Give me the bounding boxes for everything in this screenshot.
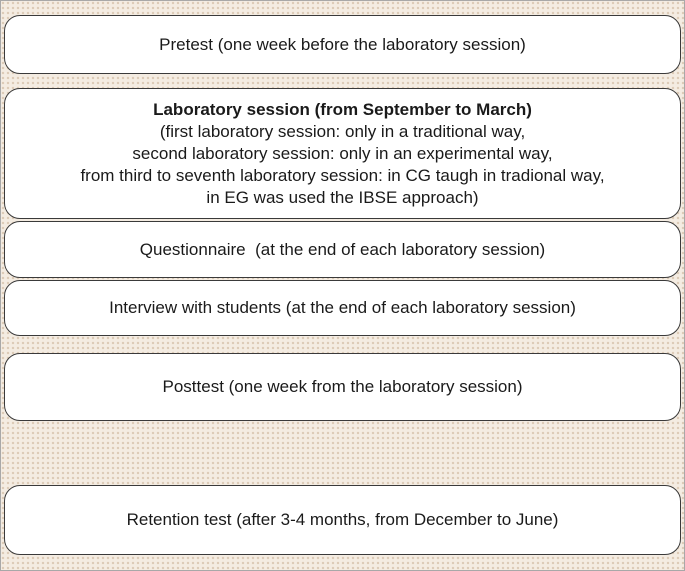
pretest-label: Pretest (one week before the laboratory session) [159,34,526,54]
laboratory-session-box [4,88,681,219]
laboratory-session-line-1: (first laboratory session: only in a traditional way, [159,121,526,141]
retention-test-label: Retention test (after 3-4 months, from December to June) [126,510,559,529]
interview-box [4,280,681,336]
pretest-box [4,15,681,74]
questionnaire-box [4,221,681,278]
laboratory-session-title: Laboratory session (from September to March) [153,99,532,119]
questionnaire-label: Questionnaire (at the end of each laboratory session) [139,239,546,259]
laboratory-session-line-3: from third to seventh laboratory session: in CG taugh in tradional way, [80,165,605,185]
laboratory-session-line-2: second laboratory session: only in an experimental way, [132,143,553,163]
interview-label: Interview with students (at the end of each laboratory session) [109,298,576,317]
posttest-box [4,353,681,421]
posttest-label: Posttest (one week from the laboratory session) [162,377,523,396]
laboratory-session-line-4: in EG was used the IBSE approach) [206,187,479,207]
retention-test-box [4,485,681,555]
